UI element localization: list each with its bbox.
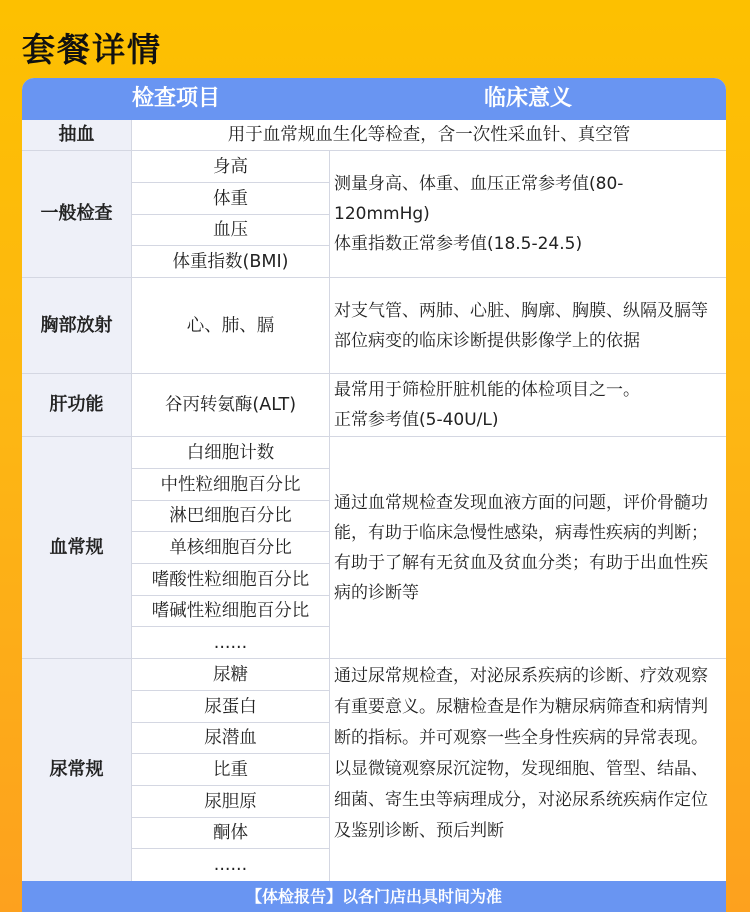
item-blood-more: ...... <box>132 627 330 659</box>
item-monocyte: 单核细胞百分比 <box>132 532 330 564</box>
header-item: 检查项目 <box>131 86 220 111</box>
item-blood-pressure: 血压 <box>132 215 330 246</box>
meaning-liver: 最常用于筛检肝脏机能的体检项目之一。 正常参考值(5-40U/L) <box>330 374 726 437</box>
item-bmi: 体重指数(BMI) <box>132 246 330 278</box>
item-eosinophil: 嗜酸性粒细胞百分比 <box>132 564 330 596</box>
meaning-chest: 对支气管、两肺、心脏、胸廓、胸膜、纵隔及膈等部位病变的临床诊断提供影像学上的依据 <box>330 278 726 374</box>
item-basophil: 嗜碱性粒细胞百分比 <box>132 596 330 627</box>
item-alt: 谷丙转氨酶(ALT) <box>132 374 330 437</box>
category-general: 一般检查 <box>22 151 132 278</box>
category-liver: 肝功能 <box>22 374 132 437</box>
item-urobilinogen: 尿胆原 <box>132 786 330 818</box>
meaning-general: 测量身高、体重、血压正常参考值(80-120mmHg) 体重指数正常参考值(18.5-24.5) <box>330 151 726 278</box>
meaning-blood-routine: 通过血常规检查发现血液方面的问题，评价骨髓功能，有助于临床急慢性感染，病毒性疾病的判断；有助于了解有无贫血及贫血分类；有助于出血性疾病的诊断等 <box>330 437 726 659</box>
item-ketone: 酮体 <box>132 818 330 849</box>
meaning-blood-draw: 用于血常规血生化等检查，含一次性采血针、真空管 <box>132 120 726 151</box>
category-urine-routine: 尿常规 <box>22 659 132 881</box>
item-chest: 心、肺、膈 <box>132 278 330 374</box>
item-urine-protein: 尿蛋白 <box>132 691 330 723</box>
item-urine-more: ...... <box>132 849 330 881</box>
header-meaning: 临床意义 <box>483 86 572 111</box>
item-height: 身高 <box>132 151 330 183</box>
item-urine-blood: 尿潜血 <box>132 723 330 754</box>
item-weight: 体重 <box>132 183 330 215</box>
item-neutrophil: 中性粒细胞百分比 <box>132 469 330 501</box>
package-table <box>22 78 726 912</box>
category-chest: 胸部放射 <box>22 278 132 374</box>
category-blood-draw: 抽血 <box>22 120 132 151</box>
category-blood-routine: 血常规 <box>22 437 132 659</box>
meaning-urine-routine: 通过尿常规检查，对泌尿系疾病的诊断、疗效观察有重要意义。尿糖检查是作为糖尿病筛查和病情判断的指标。并可观察一些全身性疾病的异常表现。以显微镜观察尿沉淀物，发现细胞、管型、结晶、细菌、寄生虫等病理成分，对泌尿系统疾病作定位及鉴别诊断、预后判断 <box>334 666 708 841</box>
item-lymphocyte: 淋巴细胞百分比 <box>132 501 330 532</box>
page-title: 套餐详情 <box>22 30 162 69</box>
footer-note: 【体检报告】以各门店出具时间为准 <box>22 881 726 912</box>
item-specific-gravity: 比重 <box>132 754 330 786</box>
table-header <box>22 78 726 120</box>
item-wbc: 白细胞计数 <box>132 437 330 469</box>
item-urine-glucose: 尿糖 <box>132 659 330 691</box>
